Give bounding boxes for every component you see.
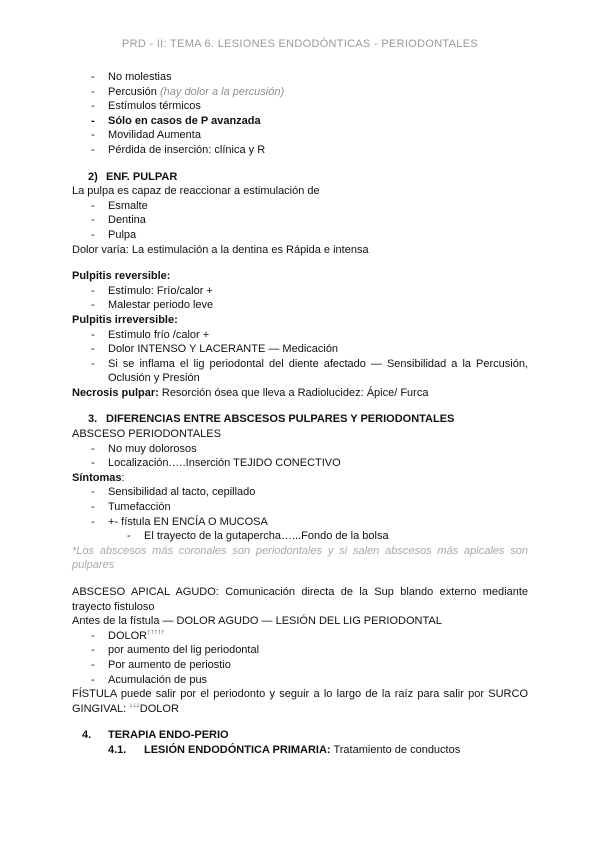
subsection-heading xyxy=(72,743,528,758)
list-item: - Acumulación de pus xyxy=(72,673,528,688)
label: Síntomas xyxy=(72,471,122,484)
list-item xyxy=(72,85,528,100)
paragraph: Antes de la fístula — DOLOR AGUDO — LESIÓN DEL LIG PERIODONTAL xyxy=(72,615,442,628)
subheading: Pulpitis irreversible: xyxy=(72,313,178,326)
paragraph: Dolor varía: La estimulación a la dentina es Rápida e intensa xyxy=(72,243,369,256)
text: DOLOR xyxy=(108,629,148,642)
section-number: 4. xyxy=(82,729,92,742)
subsection-number: 4.1. xyxy=(108,743,127,756)
note: *Los abscesos más coronales son periodontales y si salen abscesos más apicales son pulpares xyxy=(72,544,528,572)
paragraph xyxy=(72,471,528,486)
paragraph: ABSCESO APICAL AGUDO: Comunicación directa de la Sup blando externo mediante trayecto fistuloso xyxy=(72,586,528,613)
list-item: - El trayecto de la gutapercha…...Fondo de la bolsa xyxy=(72,529,528,544)
list-item: - Estímulo frío /calor + xyxy=(72,328,528,343)
text: : xyxy=(121,471,125,484)
section-heading xyxy=(72,170,528,185)
list-item-note: (hay dolor a la percusión) xyxy=(159,85,285,98)
label: Necrosis pulpar: xyxy=(72,386,159,399)
section-number: 2) xyxy=(88,170,98,183)
text: DOLOR xyxy=(139,702,179,715)
paragraph xyxy=(72,687,528,716)
paragraph xyxy=(72,386,528,401)
paragraph: ABSCESO PERIODONTALES xyxy=(72,428,221,441)
list-item: - Dentina xyxy=(72,213,528,228)
document-body xyxy=(72,70,528,758)
list-item: - Sólo en casos de P avanzada xyxy=(72,114,528,129)
list-item: - Estímulo: Frío/calor + xyxy=(72,284,528,299)
list-item: - No muy dolorosos xyxy=(72,442,528,457)
list-item: - Pérdida de inserción: clínica y R xyxy=(72,143,528,158)
list-item: - Pulpa xyxy=(72,228,528,243)
section-title: TERAPIA ENDO-PERIO xyxy=(108,729,229,742)
section-title: ENF. PULPAR xyxy=(106,170,178,183)
list-item: - +- fístula EN ENCÍA O MUCOSA xyxy=(72,515,528,530)
list-item: - Malestar periodo leve xyxy=(72,298,528,313)
list-item: - Por aumento de periostio xyxy=(72,658,528,673)
arrows-superscript: ↓↓↓ xyxy=(129,701,140,709)
list-item: - por aumento del lig periodontal xyxy=(72,643,528,658)
subheading: Pulpitis reversible: xyxy=(72,270,171,283)
section-heading xyxy=(72,728,528,743)
list-item: - Sensibilidad al tacto, cepillado xyxy=(72,485,528,500)
list-item: - Estímulos térmicos xyxy=(72,99,528,114)
list-item: - Esmalte xyxy=(72,199,528,214)
text: FÍSTULA puede salir por el periodonto y seguir a lo largo de la raíz para salir por SURCO GINGIVAL: xyxy=(72,688,528,715)
list-item: - Si se inflama el lig periodontal del diente afectado — Sensibilidad a la Percusión, Oclusión y Presión xyxy=(72,357,528,386)
subsection-title: LESIÓN ENDODÓNTICA PRIMARIA: xyxy=(144,743,331,756)
list-item: - Tumefacción xyxy=(72,500,528,515)
list-item: - Localización.….Inserción TEJIDO CONECTIVO xyxy=(72,456,528,471)
text: Tratamiento de conductos xyxy=(330,743,461,756)
section-number: 3. xyxy=(88,413,98,426)
list-item xyxy=(72,629,528,644)
section-heading xyxy=(72,412,528,427)
list-item: - No molestias xyxy=(72,70,528,85)
list-item: - Dolor INTENSO Y LACERANTE — Medicación xyxy=(72,342,528,357)
list-item-text: Percusión xyxy=(108,85,160,98)
arrows-superscript: ↑↑↑↑↑ xyxy=(147,628,165,636)
list-item: - Movilidad Aumenta xyxy=(72,128,528,143)
paragraph: La pulpa es capaz de reaccionar a estimulación de xyxy=(72,185,320,198)
text: Resorción ósea que lleva a Radiolucidez: Ápice/ Furca xyxy=(158,386,429,399)
section-title: DIFERENCIAS ENTRE ABSCESOS PULPARES Y PERIODONTALES xyxy=(106,413,455,426)
page-header: PRD - II: TEMA 6. LESIONES ENDODÓNTICAS - PERIODONTALES xyxy=(122,38,478,50)
